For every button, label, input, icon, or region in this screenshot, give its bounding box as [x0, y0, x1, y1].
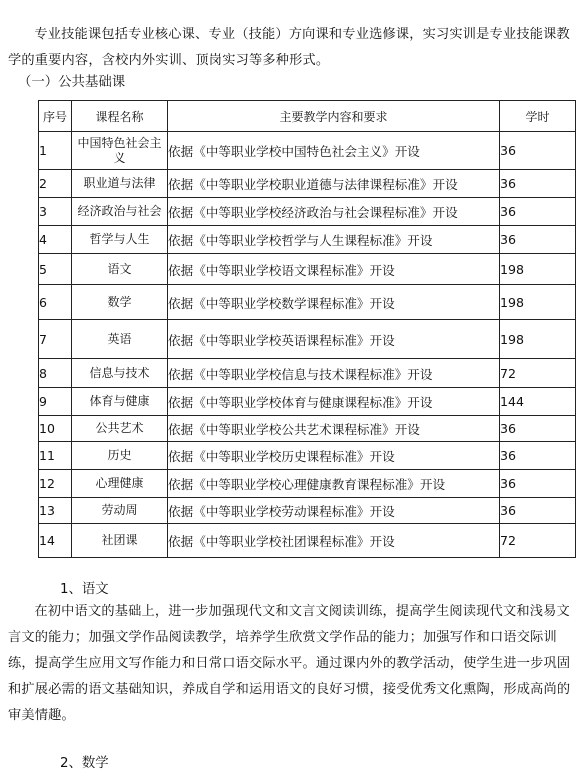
row-content: 依据《中等职业学校语文课程标准》开设: [168, 254, 500, 285]
chinese-heading: 1、语文: [60, 582, 109, 597]
table-row: [39, 359, 576, 388]
row-course-name: 哲学与人生: [72, 226, 168, 254]
row-index: 12: [39, 470, 72, 498]
row-index: 1: [39, 132, 72, 170]
row-hours: 36: [500, 132, 576, 170]
row-content: 依据《中等职业学校历史课程标准》开设: [168, 442, 500, 470]
row-hours: 36: [500, 226, 576, 254]
row-content: 依据《中等职业学校心理健康教育课程标准》开设: [168, 470, 500, 498]
row-course-name: 心理健康: [72, 470, 168, 498]
table-row: [39, 442, 576, 470]
row-hours: 36: [500, 470, 576, 498]
row-hours: 72: [500, 524, 576, 558]
row-index: 2: [39, 170, 72, 198]
row-index: 3: [39, 198, 72, 226]
row-index: 8: [39, 359, 72, 388]
header-index: 序号: [39, 101, 72, 132]
section-title: （一）公共基础课: [18, 75, 126, 90]
row-index: 4: [39, 226, 72, 254]
row-content: 依据《中等职业学校经济政治与社会课程标准》开设: [168, 198, 500, 226]
row-index: 6: [39, 285, 72, 320]
row-course-name: 英语: [72, 320, 168, 359]
table-row: [39, 470, 576, 498]
row-index: 14: [39, 524, 72, 558]
row-course-name: 公共艺术: [72, 416, 168, 442]
table-row: [39, 254, 576, 285]
math-heading: 2、数学: [60, 756, 109, 771]
row-course-name: 职业道与法律: [72, 170, 168, 198]
table-row: [39, 132, 576, 170]
row-hours: 144: [500, 388, 576, 416]
row-course-name: 劳动周: [72, 498, 168, 524]
row-hours: 198: [500, 320, 576, 359]
row-content: 依据《中等职业学校英语课程标准》开设: [168, 320, 500, 359]
table-header-row: [39, 101, 576, 132]
row-course-name: 数学: [72, 285, 168, 320]
header-hours: 学时: [500, 101, 576, 132]
row-index: 10: [39, 416, 72, 442]
row-hours: 36: [500, 416, 576, 442]
row-hours: 72: [500, 359, 576, 388]
row-index: 11: [39, 442, 72, 470]
row-course-name: 信息与技术: [72, 359, 168, 388]
table-row: [39, 198, 576, 226]
table-row: [39, 388, 576, 416]
row-hours: 198: [500, 254, 576, 285]
row-index: 13: [39, 498, 72, 524]
intro-paragraph: 专业技能课包括专业核心课、专业（技能）方向课和专业选修课，实习实训是专业技能课教学的重要内容，含校内外实训、顶岗实习等多种形式。: [8, 27, 570, 68]
table-row: [39, 320, 576, 359]
row-hours: 36: [500, 198, 576, 226]
row-content: 依据《中等职业学校劳动课程标准》开设: [168, 498, 500, 524]
table-row: [39, 226, 576, 254]
table-row: [39, 498, 576, 524]
row-content: 依据《中等职业学校职业道德与法律课程标准》开设: [168, 170, 500, 198]
row-course-name: 社团课: [72, 524, 168, 558]
row-content: 依据《中等职业学校体育与健康课程标准》开设: [168, 388, 500, 416]
row-course-name: 语文: [72, 254, 168, 285]
row-course-name: 中国特色社会主义: [72, 132, 168, 170]
row-course-name: 体育与健康: [72, 388, 168, 416]
row-index: 5: [39, 254, 72, 285]
row-content: 依据《中等职业学校中国特色社会主义》开设: [168, 132, 500, 170]
row-course-name: 经济政治与社会: [72, 198, 168, 226]
row-index: 7: [39, 320, 72, 359]
row-content: 依据《中等职业学校公共艺术课程标准》开设: [168, 416, 500, 442]
row-content: 依据《中等职业学校社团课程标准》开设: [168, 524, 500, 558]
row-hours: 36: [500, 170, 576, 198]
header-content: 主要教学内容和要求: [168, 101, 500, 132]
table-row: [39, 524, 576, 558]
course-table: [38, 100, 576, 558]
table-row: [39, 170, 576, 198]
row-hours: 36: [500, 498, 576, 524]
row-hours: 36: [500, 442, 576, 470]
chinese-paragraph: 在初中语文的基础上，进一步加强现代文和文言文阅读训练，提高学生阅读现代文和浅易文言文的能力；加强文学作品阅读教学，培养学生欣赏文学作品的能力；加强写作和口语交际训练，提高学生应用文写作能力和日常口语交际水平。通过课内外的教学活动，使学生进一步巩固和扩展必需的语文基础知识，养成自学和运用语文的良好习惯，接受优秀文化熏陶，形成高尚的审美情趣。: [8, 604, 571, 723]
row-content: 依据《中等职业学校哲学与人生课程标准》开设: [168, 226, 500, 254]
row-content: 依据《中等职业学校数学课程标准》开设: [168, 285, 500, 320]
table-row: [39, 416, 576, 442]
row-course-name: 历史: [72, 442, 168, 470]
row-hours: 198: [500, 285, 576, 320]
table-row: [39, 285, 576, 320]
header-course-name: 课程名称: [72, 101, 168, 132]
row-content: 依据《中等职业学校信息与技术课程标准》开设: [168, 359, 500, 388]
row-index: 9: [39, 388, 72, 416]
